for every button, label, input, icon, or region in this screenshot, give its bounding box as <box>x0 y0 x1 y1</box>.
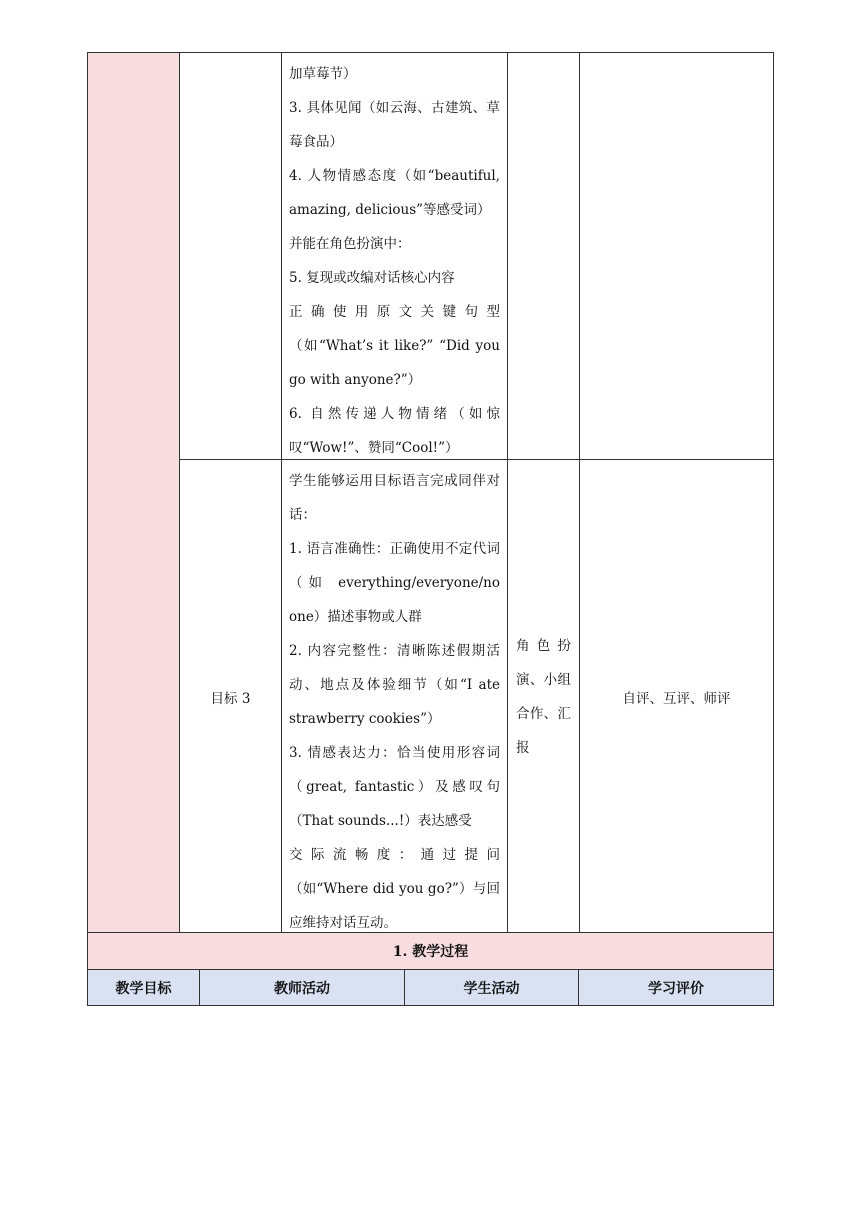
method-cell <box>508 460 580 935</box>
column-header: 教师活动 <box>200 970 405 1006</box>
criteria-line: 5. 复现或改编对话核心内容 <box>289 270 455 286</box>
criteria-line: 3. 具体见闻（如云海、古建筑、草莓食品） <box>289 100 500 150</box>
process-title <box>88 933 774 970</box>
criteria-line: 正确使用原文关键句型（如“What’s it like?” “Did you go with anyone?”） <box>289 304 500 388</box>
column-header: 学生活动 <box>405 970 579 1006</box>
criteria-cell <box>282 460 508 935</box>
method-cell <box>508 53 580 460</box>
evaluation-cell <box>580 53 774 460</box>
table-row <box>88 53 774 460</box>
column-header: 学习评价 <box>579 970 774 1006</box>
criteria-line: 6. 自然传递人物情绪（如惊叹“Wow!”、赞同“Cool!”） <box>289 406 500 456</box>
criteria-line: 2. 内容完整性：清晰陈述假期活动、地点及体验细节（如“I ate strawberry cookies”） <box>289 643 500 727</box>
criteria-line: 1. 语言准确性：正确使用不定代词（如 everything/everyone/no one）描述事物或人群 <box>289 541 500 625</box>
goal-cell <box>180 460 282 935</box>
evaluation-text: 自评、互评、师评 <box>622 691 731 707</box>
process-title-row <box>88 933 774 970</box>
evaluation-cell <box>580 460 774 935</box>
category-cell <box>88 53 180 935</box>
criteria-line: 加草莓节） <box>289 66 357 82</box>
process-title-text: 1. 教学过程 <box>392 944 469 960</box>
criteria-line: 4. 人物情感态度（如“beautiful, amazing, delicious”等感受词） <box>289 168 500 218</box>
criteria-line: 学生能够运用目标语言完成同伴对话： <box>289 473 500 523</box>
method-text: 角色扮演、小组合作、汇报 <box>516 638 571 756</box>
process-table <box>87 932 774 1006</box>
column-header: 教学目标 <box>88 970 200 1006</box>
goal-label: 目标 3 <box>210 691 251 707</box>
process-header-row <box>88 970 774 1006</box>
criteria-line: 交际流畅度：通过提问（如“Where did you go?”）与回应维持对话互动。 <box>289 847 500 931</box>
criteria-line: 并能在角色扮演中： <box>289 236 411 252</box>
assessment-table <box>87 52 774 935</box>
table-row <box>88 460 774 935</box>
goal-cell <box>180 53 282 460</box>
criteria-cell <box>282 53 508 460</box>
criteria-line: 3. 情感表达力：恰当使用形容词（great, fantastic）及感叹句（That sounds...!）表达感受 <box>289 745 500 829</box>
